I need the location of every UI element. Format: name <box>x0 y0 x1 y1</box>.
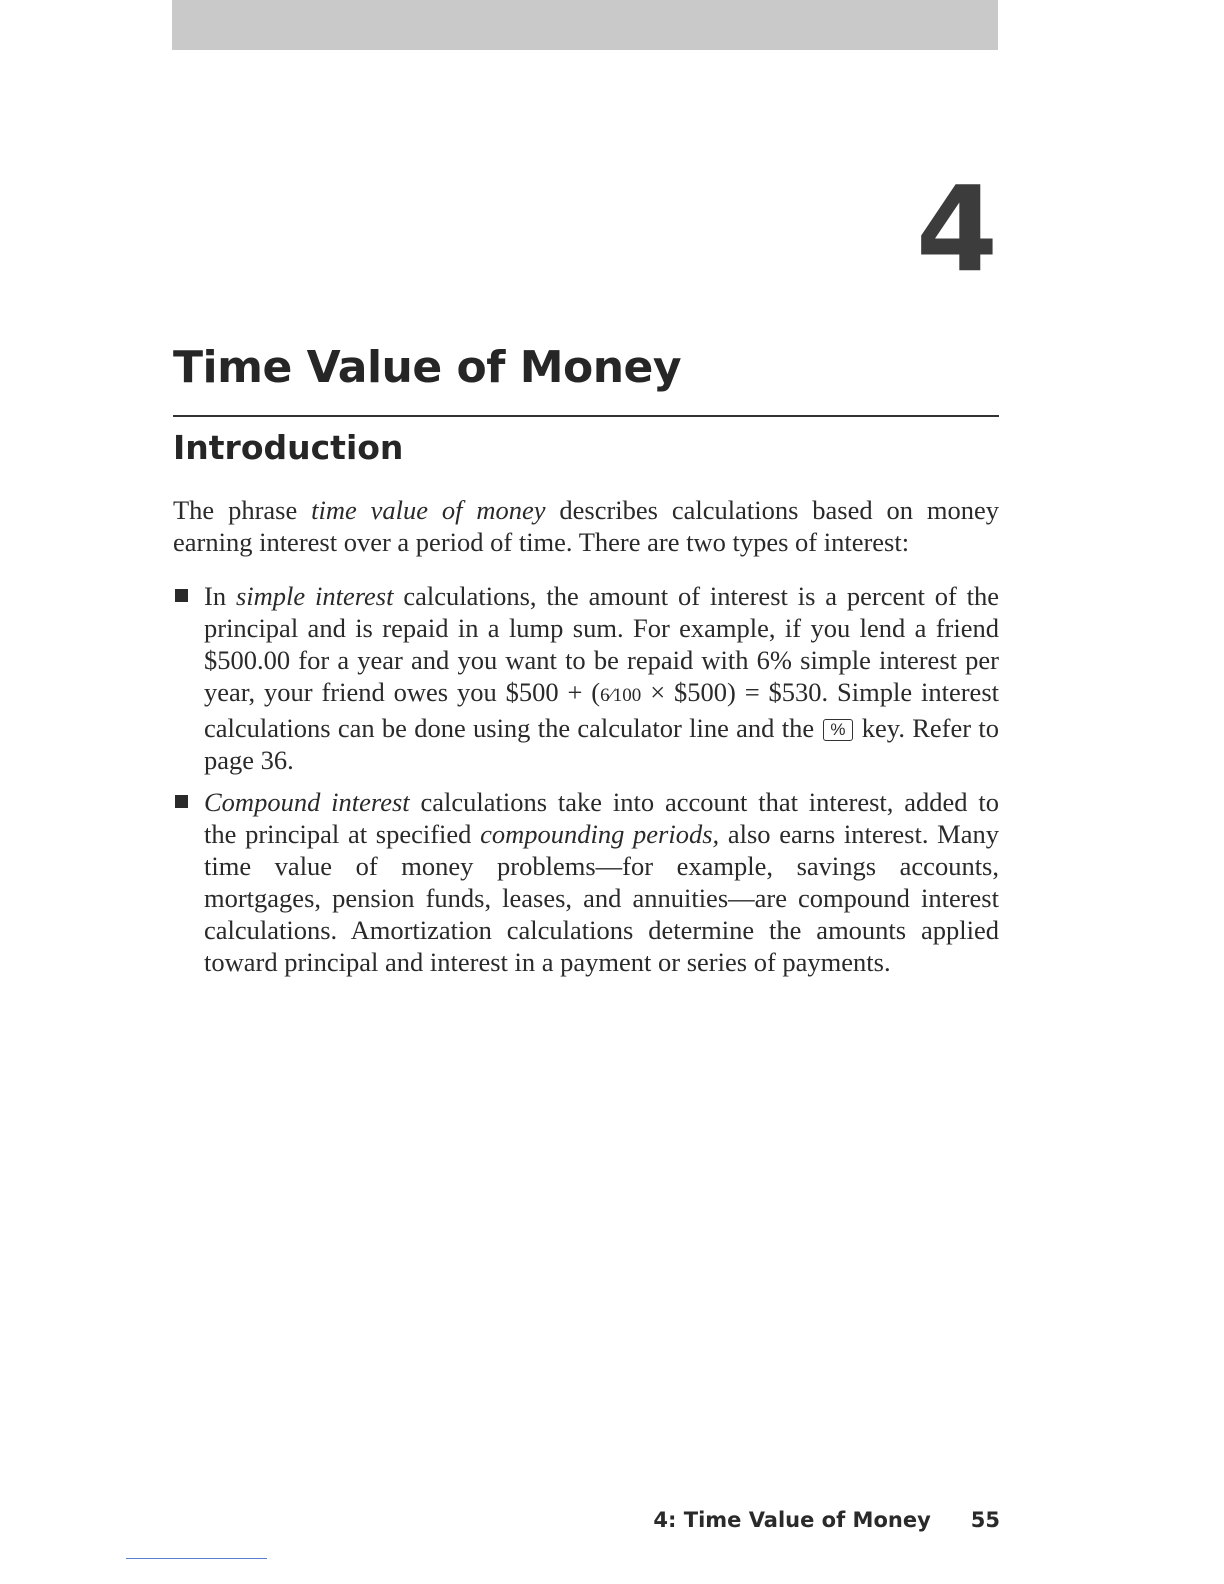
fraction: 6⁄100 <box>600 685 642 706</box>
intro-paragraph <box>173 494 999 558</box>
header-band <box>172 0 998 50</box>
bullet2-text-a: calculations take into account that interest, added to the principal at specified <box>204 787 999 849</box>
bullet1-text-a: calculations, the amount of interest is a percent of the principal and is repaid in a lump sum. For example, if you lend a friend $500.00 for a year and you want to be repaid with 6% simple interest per year, your friend owes you $500 + ( <box>204 581 999 707</box>
compound-interest-term: Compound interest <box>204 787 410 817</box>
bullet1-text-c: key. Refer to page 36. <box>204 713 999 775</box>
interest-types-list <box>173 580 999 978</box>
body-content <box>173 494 999 988</box>
chapter-title: Time Value of Money <box>173 342 682 393</box>
compounding-periods-term: compounding periods, <box>480 819 720 849</box>
square-bullet-icon <box>175 795 188 808</box>
title-rule <box>173 415 999 417</box>
intro-term: time value of money <box>311 495 546 525</box>
page-footer <box>653 1508 1000 1532</box>
page-number: 55 <box>970 1508 1000 1532</box>
running-title: 4: Time Value of Money <box>653 1508 931 1532</box>
chapter-number: 4 <box>915 160 998 298</box>
percent-key-icon: % <box>823 719 852 741</box>
square-bullet-icon <box>175 589 188 602</box>
bullet2-text-b: also earns interest. Many time value of money problems—for example, savings accounts, mortgages, pension funds, leases, and annuities—are compound interest calculations. Amortization calculations determine the amounts applied toward principal and interest in a payment or series of payments. <box>204 819 999 977</box>
bullet1-text-pre: In <box>204 581 236 611</box>
section-heading: Introduction <box>173 428 404 467</box>
intro-text-post: describes calculations based on money earning interest over a period of time. There are two types of interest: <box>173 495 999 557</box>
list-item-simple-interest <box>173 580 999 776</box>
edge-line <box>126 1558 267 1559</box>
simple-interest-term: simple interest <box>235 581 394 611</box>
list-item-compound-interest <box>173 786 999 978</box>
bullet1-text-b: × $500) = $530. Simple interest calculations can be done using the calculator line and the <box>204 677 999 743</box>
intro-text-pre: The phrase <box>173 495 312 525</box>
